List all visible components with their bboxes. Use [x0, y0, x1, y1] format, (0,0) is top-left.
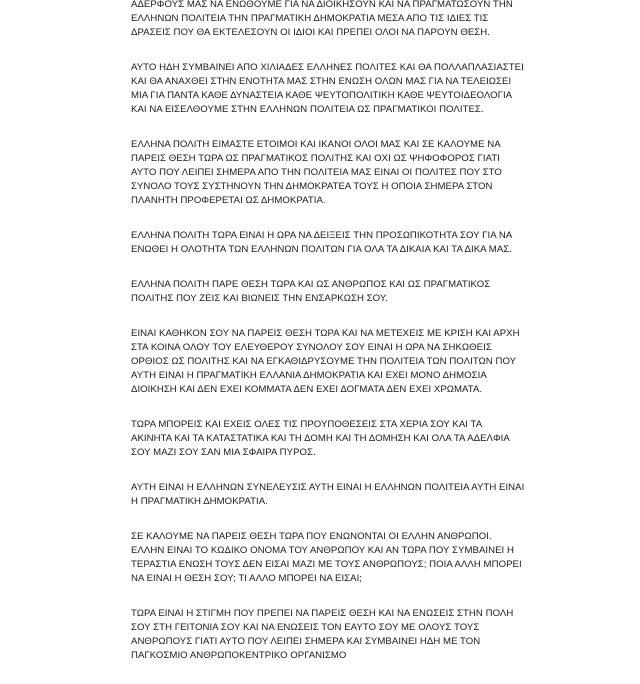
text-line: Η ΠΡΑΓΜΑΤΙΚΗ ΔΗΜΟΚΡΑΤΙΑ. — [131, 496, 268, 507]
text-line: ΕΛΛΗΝΑ ΠΟΛΙΤΗ ΕΙΜΑΣΤΕ ΕΤΟΙΜΟΙ ΚΑΙ ΙΚΑΝΟΙ ΟΛΟΙ ΜΑΣ ΚΑΙ ΣΕ ΚΑΛΟΥΜΕ ΝΑ — [131, 139, 501, 150]
text-line: ΣΤΑ ΚΟΙΝΑ ΟΛΟΥ ΤΟΥ ΕΛΕΥΘΕΡΟΥ ΣΥΝΟΛΟΥ ΣΟΥ ΕΙΝΑΙ Η ΩΡΑ ΝΑ ΣΗΚΩΘΕΙΣ — [131, 342, 492, 353]
text-line: ΤΕΡΑΣΤΙΑ ΕΝΩΣΗ ΤΟΥΣ ΔΕΝ ΕΙΣΑΙ ΜΑΖΙ ΜΕ ΤΟΥΣ ΑΝΘΡΩΠΟΥΣ; ΠΟΙΑ ΑΛΛΗ ΜΠΟΡΕΙ — [131, 559, 522, 570]
text-line: ΟΡΘΙΟΣ ΩΣ ΠΟΛΙΤΗΣ ΚΑΙ ΝΑ ΕΓΚΑΘΙΔΡΥΣΟΥΜΕ ΤΗΝ ΠΟΛΙΤΕΙΑ ΤΩΝ ΠΟΛΙΤΩΝ ΠΟΥ — [131, 356, 517, 367]
paragraph — [131, 61, 571, 117]
text-line: ΕΛΛΗΝ ΕΙΝΑΙ ΤΟ ΚΩΔΙΚΟ ΟΝΟΜΑ ΤΟΥ ΑΝΘΡΩΠΟΥ ΚΑΙ ΑΝ ΤΩΡΑ ΠΟΥ ΣΥΜΒΑΙΝΕΙ Η — [131, 545, 514, 556]
text-line: ΝΑ ΕΙΝΑΙ Η ΘΕΣΗ ΣΟΥ; ΤΙ ΑΛΛΟ ΜΠΟΡΕΙ ΝΑ ΕΙΣΑΙ; — [131, 573, 363, 584]
paragraph — [131, 278, 571, 306]
text-line: ΑΚΙΝΗΤΑ ΚΑΙ ΤΑ ΚΑΤΑΣΤΑΤΙΚΑ ΚΑΙ ΤΗ ΔΟΜΗ ΚΑΙ ΤΗ ΔΟΜΗΣΗ ΚΑΙ ΟΛΑ ΤΑ ΑΔΕΛΦΙΑ — [131, 433, 510, 444]
text-line: ΕΛΛΗΝΑ ΠΟΛΙΤΗ ΠΑΡΕ ΘΕΣΗ ΤΩΡΑ ΚΑΙ ΩΣ ΑΝΘΡΩΠΟΣ ΚΑΙ ΩΣ ΠΡΑΓΜΑΤΙΚΟΣ — [131, 279, 491, 290]
paragraph — [131, 607, 571, 663]
text-line: ΕΝΩΘΕΙ Η ΟΛΟΤΗΤΑ ΤΩΝ ΕΛΛΗΝΩΝ ΠΟΛΙΤΩΝ ΓΙΑ ΟΛΑ ΤΑ ΔΙΚΑΙΑ ΚΑΙ ΤΑ ΔΙΚΑ ΜΑΣ. — [131, 244, 512, 255]
text-line: ΑΥΤΟ ΗΔΗ ΣΥΜΒΑΙΝΕΙ ΑΠΟ ΧΙΛΙΑΔΕΣ ΕΛΛΗΝΕΣ ΠΟΛΙΤΕΣ ΚΑΙ ΘΑ ΠΟΛΛΑΠΛΑΣΙΑΣΤΕΙ — [131, 62, 524, 73]
text-line: ΕΛΛΗΝΑ ΠΟΛΙΤΗ ΤΩΡΑ ΕΙΝΑΙ Η ΩΡΑ ΝΑ ΔΕΙΞΕΙΣ ΤΗΝ ΠΡΟΣΩΠΙΚΟΤΗΤΑ ΣΟΥ ΓΙΑ ΝΑ — [131, 230, 513, 241]
text-line: ΑΥΤΗ ΕΙΝΑΙ Η ΕΛΛΗΝΩΝ ΣΥΝΕΛΕΥΣΙΣ ΑΥΤΗ ΕΙΝΑΙ Η ΕΛΛΗΝΩΝ ΠΟΛΙΤΕΙΑ ΑΥΤΗ ΕΙΝΑΙ — [131, 482, 525, 493]
text-line: ΔΡΑΣΕΙΣ ΠΟΥ ΘΑ ΕΚΤΕΛΕΣΟΥΝ ΟΙ ΙΔΙΟΙ ΚΑΙ ΠΡΕΠΕΙ ΟΛΟΙ ΝΑ ΠΑΡΟΥΝ ΘΕΣΗ. — [131, 27, 490, 38]
text-line: ΔΙΟΙΚΗΣΗ ΚΑΙ ΔΕΝ ΕΧΕΙ ΚΟΜΜΑΤΑ ΔΕΝ ΕΧΕΙ ΔΟΓΜΑΤΑ ΔΕΝ ΕΧΕΙ ΧΡΩΜΑΤΑ. — [131, 384, 483, 395]
text-line: ΠΑΡΕΙΣ ΘΕΣΗ ΤΩΡΑ ΩΣ ΠΡΑΓΜΑΤΙΚΟΣ ΠΟΛΙΤΗΣ ΚΑΙ ΟΧΙ ΩΣ ΨΗΦΟΦΟΡΟΣ ΓΙΑΤΙ — [131, 153, 500, 164]
paragraph — [131, 418, 571, 460]
text-line: ΑΔΕΡΦΟΥΣ ΜΑΣ ΝΑ ΕΝΩΘΟΥΜΕ ΓΙΑ ΝΑ ΔΙΟΙΚΗΣΟΥΝ ΚΑΙ ΝΑ ΠΡΑΓΜΑΤΩΣΟΥΝ ΤΗΝ — [131, 0, 513, 10]
paragraph — [131, 138, 571, 208]
text-line: ΣΟΥ ΣΤΗ ΓΕΙΤΟΝΙΑ ΣΟΥ ΚΑΙ ΝΑ ΕΝΩΣΕΙΣ ΤΟΝ ΕΑΥΤΟ ΣΟΥ ΜΕ ΟΛΟΥΣ ΤΟΥΣ — [131, 622, 480, 633]
text-line: ΣΕ ΚΑΛΟΥΜΕ ΝΑ ΠΑΡΕΙΣ ΘΕΣΗ ΤΩΡΑ ΠΟΥ ΕΝΩΝΟΝΤΑΙ ΟΙ ΕΛΛΗΝ ΑΝΘΡΩΠΟΙ. — [131, 531, 492, 542]
text-line: ΣΥΝΟΛΟ ΤΟΥΣ ΣΥΣΤΗΝΟΥΝ ΤΗΝ ΔΗΜΟΚΡΑΤΕΑ ΤΟΥΣ Η ΟΠΟΙΑ ΣΗΜΕΡΑ ΣΤΟΝ — [131, 181, 493, 192]
text-line: ΜΙΑ ΓΙΑ ΠΑΝΤΑ ΚΑΘΕ ΔΥΝΑΣΤΕΙΑ ΚΑΘΕ ΨΕΥΤΟΠΟΛΙΤΙΚΗ ΚΑΘΕ ΨΕΥΤΟΙΔΕΟΛΟΓΙΑ — [131, 90, 513, 101]
text-line: ΤΩΡΑ ΕΙΝΑΙ Η ΣΤΙΓΜΗ ΠΟΥ ΠΡΕΠΕΙ ΝΑ ΠΑΡΕΙΣ ΘΕΣΗ ΚΑΙ ΝΑ ΕΝΩΣΕΙΣ ΣΤΗΝ ΠΟΛΗ — [131, 608, 514, 619]
paragraph — [131, 327, 571, 397]
text-line: ΕΛΛΗΝΩΝ ΠΟΛΙΤΕΙΑ ΤΗΝ ΠΡΑΓΜΑΤΙΚΗ ΔΗΜΟΚΡΑΤΙΑ ΜΕΣΑ ΑΠΟ ΤΙΣ ΙΔΙΕΣ ΤΙΣ — [131, 13, 489, 24]
text-line: ΑΥΤΗ ΕΙΝΑΙ Η ΠΡΑΓΜΑΤΙΚΗ ΕΛΛΑΝΙΑ ΔΗΜΟΚΡΑΤΙΑ ΚΑΙ ΕΧΕΙ ΜΟΝΟ ΔΗΜΟΣΙΑ — [131, 370, 487, 381]
paragraph — [131, 481, 571, 509]
text-line: ΣΟΥ ΜΑΖΙ ΣΟΥ ΣΑΝ ΜΙΑ ΣΦΑΙΡΑ ΠΥΡΟΣ. — [131, 447, 316, 458]
text-line: ΤΩΡΑ ΜΠΟΡΕΙΣ ΚΑΙ ΕΧΕΙΣ ΟΛΕΣ ΤΙΣ ΠΡΟΥΠΟΘΕΣΕΙΣ ΣΤΑ ΧΕΡΙΑ ΣΟΥ ΚΑΙ ΤΑ — [131, 419, 483, 430]
text-line: ΑΥΤΟ ΠΟΥ ΛΕΙΠΕΙ ΣΗΜΕΡΑ ΑΠΟ ΤΗΝ ΠΟΛΙΤΕΙΑ ΜΑΣ ΕΙΝΑΙ ΟΙ ΠΟΛΙΤΕΣ ΠΟΥ ΣΤΟ — [131, 167, 502, 178]
paragraph — [131, 530, 571, 586]
paragraph — [131, 229, 571, 257]
text-line: ΠΑΓΚΟΣΜΙΟ ΑΝΘΡΩΠΟΚΕΝΤΡΙΚΟ ΟΡΓΑΝΙΣΜΟ — [131, 650, 347, 661]
text-line: ΚΑΙ ΝΑ ΕΙΣΕΛΘΟΥΜΕ ΣΤΗΝ ΕΛΛΗΝΩΝ ΠΟΛΙΤΕΙΑ ΩΣ ΠΡΑΓΜΑΤΙΚΟΙ ΠΟΛΙΤΕΣ. — [131, 104, 484, 115]
text-line: ΠΛΑΝΗΤΗ ΠΡΟΦΕΡΕΤΑΙ ΩΣ ΔΗΜΟΚΡΑΤΙΑ. — [131, 195, 326, 206]
text-line: ΑΝΘΡΩΠΟΥΣ ΓΙΑΤΙ ΑΥΤΟ ΠΟΥ ΛΕΙΠΕΙ ΣΗΜΕΡΑ ΚΑΙ ΣΥΜΒΑΙΝΕΙ ΗΔΗ ΜΕ ΤΟΝ — [131, 636, 481, 647]
text-line: ΠΟΛΙΤΗΣ ΠΟΥ ΖΕΙΣ ΚΑΙ ΒΙΩΝΕΙΣ ΤΗΝ ΕΝΣΑΡΚΩΣΗ ΣΟΥ. — [131, 293, 388, 304]
text-line: ΚΑΙ ΘΑ ΑΝΑΧΘΕΙ ΣΤΗΝ ΕΝΟΤΗΤΑ ΜΑΣ ΣΤΗΝ ΕΝΩΣΗ ΟΛΩΝ ΜΑΣ ΓΙΑ ΝΑ ΤΕΛΕΙΩΣΕΙ — [131, 76, 512, 87]
text-line: ΕΙΝΑΙ ΚΑΘΗΚΟΝ ΣΟΥ ΝΑ ΠΑΡΕΙΣ ΘΕΣΗ ΤΩΡΑ ΚΑΙ ΝΑ ΜΕΤΕΧΕΙΣ ΜΕ ΚΡΙΣΗ ΚΑΙ ΑΡΧΗ — [131, 328, 520, 339]
document-body — [131, 0, 571, 684]
paragraph — [131, 0, 571, 40]
